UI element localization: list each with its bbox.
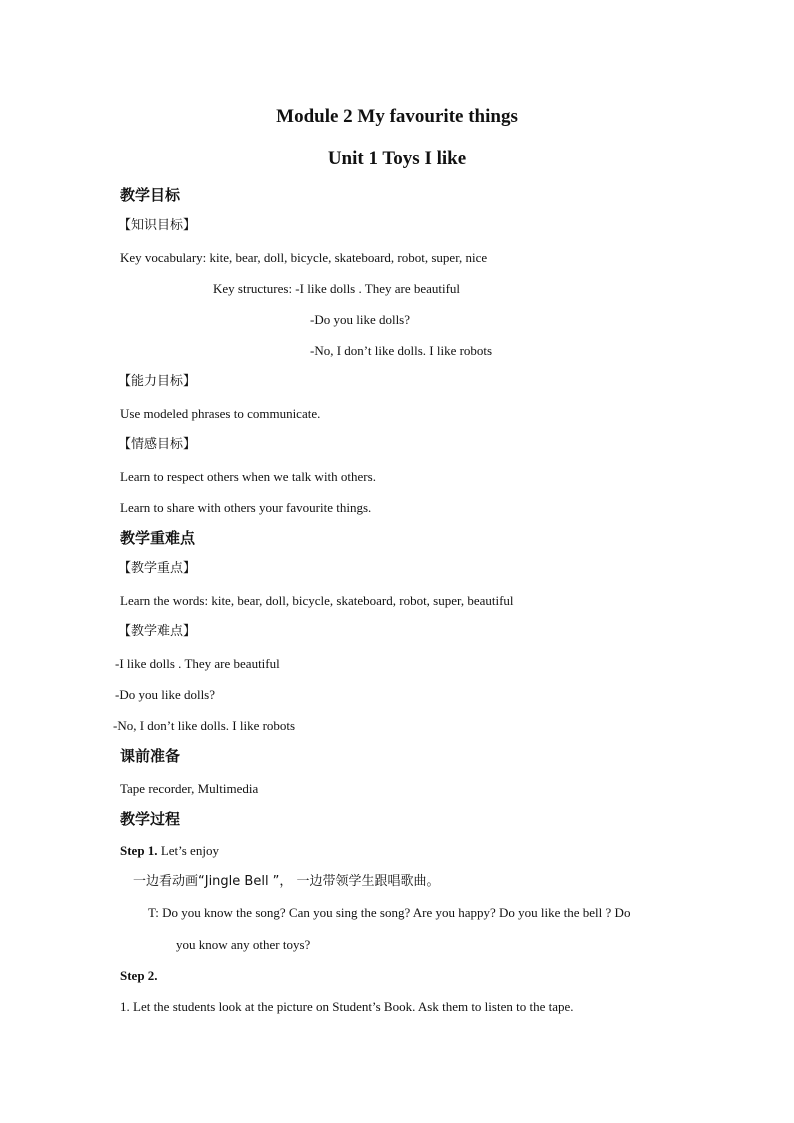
section-heading-key-difficult: 教学重难点 [120,529,196,547]
step-1-label: Step 1. [120,843,158,858]
key-points-text: Learn the words: kite, bear, doll, bicycle, skateboard, robot, super, beautiful [120,593,514,608]
step-2-label: Step 2. [120,968,158,983]
step-2-line [120,968,158,984]
key-vocabulary-text: Key vocabulary: kite, bear, doll, bicycle, skateboard, robot, super, nice [120,250,488,265]
subheading-difficult-points: 【教学难点】 [118,624,197,639]
difficult-point-2: -Do you like dolls? [115,687,216,702]
subheading-knowledge-goal: 【知识目标】 [118,218,197,233]
difficult-point-3: -No, I don’t like dolls. I like robots [113,718,296,733]
key-structures-line-1: Key structures: -I like dolls . They are beautiful [213,281,461,296]
emotion-goal-text-1: Learn to respect others when we talk with others. [120,469,376,484]
key-structures-line-3: -No, I don’t like dolls. I like robots [310,343,493,358]
step-1-text: Let’s enjoy [157,843,219,858]
emotion-goal-text-2: Learn to share with others your favourite things. [120,500,372,515]
subheading-ability-goal: 【能力目标】 [118,374,197,389]
step-1-line [120,843,219,859]
subheading-key-points: 【教学重点】 [118,561,197,576]
step-1-teacher-text-2: you know any other toys? [176,937,311,952]
section-heading-goals: 教学目标 [120,186,181,204]
step-2-text: 1. Let the students look at the picture on Student’s Book. Ask them to listen to the tape. [120,999,574,1014]
ability-goal-text: Use modeled phrases to communicate. [120,406,321,421]
preparation-text: Tape recorder, Multimedia [120,781,259,796]
subheading-emotion-goal: 【情感目标】 [118,437,197,452]
difficult-point-1: -I like dolls . They are beautiful [115,656,280,671]
step-1-teacher-text-1: T: Do you know the song? Can you sing the song? Are you happy? Do you like the bell ? Do [148,905,631,920]
key-structures-line-2: -Do you like dolls? [310,312,411,327]
section-heading-process: 教学过程 [120,810,181,828]
document-title: Module 2 My favourite things [276,106,518,127]
section-heading-preparation: 课前准备 [120,747,181,765]
document-subtitle: Unit 1 Toys I like [327,148,467,169]
step-1-chinese-text: 一边看动画“Jingle Bell ”， 一边带领学生跟唱歌曲。 [133,874,440,889]
